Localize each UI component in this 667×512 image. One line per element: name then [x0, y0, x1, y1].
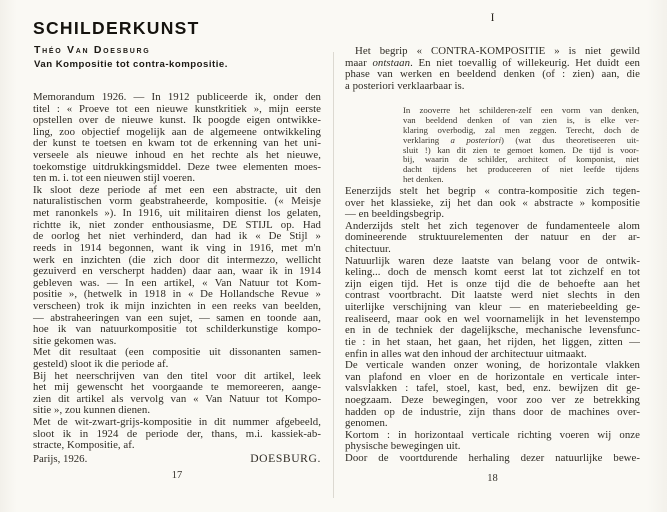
text-line: reeds in 1914 begonnen, want ik ving in 1916, met m'n	[33, 241, 321, 254]
section-number: I	[490, 12, 495, 24]
text-line: werk en inzichten (die zich door dit intermezzo, wellicht	[33, 253, 321, 266]
page-number-left: 17	[171, 470, 183, 481]
signature-place: Parijs, 1926.	[33, 453, 88, 465]
text-line: Kortom : in horizontaal verticale richting voeren wij onze	[345, 428, 640, 441]
text-line: de oorlog het niet verhinderd, dan had ik « De Stijl »	[33, 230, 321, 243]
text-line: gesteld) sloot ik die periode af.	[33, 358, 169, 371]
text-line: hadden op de industrie, zijn thans door de machines over-	[345, 405, 640, 418]
text-line: dacht tijdens het produceeren of niet leefde tijdens	[403, 164, 639, 175]
text-line: In zooverre het schilderen-zelf een vorm van denken,	[403, 105, 639, 115]
text-line: verklaring a posteriori) (wat dus theoretiseeren uit-	[403, 134, 639, 145]
text-line: — en beeldingsbegrip.	[345, 208, 445, 221]
right-page-inset-note	[403, 106, 639, 185]
text-line: uiterlijke verschijning van kleur — en materiebeelding ge-	[345, 301, 640, 314]
text-line: Bij het neerschrijven van den titel voor dit artikel, leek	[33, 369, 321, 382]
text-line: hoe ik van natuurkompositie tot schilderkunstige kompo-	[33, 323, 321, 336]
text-line: van plafond en vloer en de horizontale en verticale inter-	[345, 370, 640, 383]
text-line: tie : in het staan, het gaan, het rijden, het liggen, zitten —	[345, 335, 640, 348]
text-line: chitectuur.	[345, 243, 391, 256]
text-line: phase van werken en beeldend denken (of : zien) aan, die	[345, 68, 640, 81]
text-line: keling... doch de mensch komt eerst lat tot zichzelf en tot	[345, 266, 640, 279]
right-page	[345, 0, 640, 512]
text-line: Met de wit-zwart-grijs-kompositie in dit nummer afgebeeld,	[33, 416, 321, 429]
signature-line	[33, 452, 321, 465]
text-line: zijn eigen tijd. Het is onze tijd die de behoefte aan het	[345, 277, 640, 290]
text-line: ten m. i. tot een nieuwen stijl voeren.	[33, 172, 196, 185]
text-line: klaring overbodig, zal men zeggen. Terecht, doch de	[403, 124, 639, 135]
text-line: van beeldend denken of van zien is, is elke ver-	[403, 114, 639, 125]
text-line: het mij gewenscht het voorgaande te memoreeren, aange-	[33, 381, 321, 394]
text-line: met ranonkels »). In 1916, uit militairen dienst los gelaten,	[33, 207, 321, 220]
article-subtitle: Van Kompositie tot contra-kompositie.	[34, 59, 228, 70]
text-line: a posteriori verklaarbaar is.	[345, 79, 465, 92]
text-line: gezuiverd en verscherpt hadden) daar aan, waar ik in 1914	[33, 265, 321, 278]
text-line: domineerende struktuurelementen der natuur en der ar-	[345, 231, 640, 244]
text-line: verseele als nieuwe inhoud en het rechte als het nieuwe,	[33, 149, 321, 162]
text-line: het denken.	[403, 174, 444, 185]
text-line: Eenerzijds stelt het begrip « contra-kompositie zich tegen-	[345, 185, 640, 197]
left-page	[33, 0, 321, 512]
text-line: maar ontstaan. En niet toevallig of willekeurig. Het duidt een	[345, 56, 640, 69]
text-line: over het klassieke, zij het dan ook « abstracte » kompositie	[345, 196, 640, 209]
text-line: sitie gekomen was.	[33, 334, 117, 347]
text-line: genomen.	[345, 417, 388, 430]
text-line: De verticale wanden onzer woning, de horizontale vlakken	[345, 359, 640, 372]
text-line: Anderzijds stelt het zich tegenover de fundamenteele alom	[345, 219, 640, 232]
text-line: sloot ik in 1924 de periode der, thans, m.i. kassiek-ab-	[33, 427, 321, 440]
text-line: Met dit resultaat (een compositie uit dissonanten samen-	[33, 346, 321, 359]
text-line: der kunst te toetsen en kwam tot de erkenning van het uni-	[33, 137, 321, 150]
text-line: contrast voortbracht. Dit laatste werd niet slechts in den	[345, 289, 640, 302]
author-name: Théo Van Doesburg	[34, 44, 151, 56]
text-line: ling, zoo objectief mogelijk aan de algemeene ontwikkeling	[33, 125, 321, 138]
text-line: stracte, Kompositie, af.	[33, 439, 135, 452]
text-line: Natuurlijk waren deze laatste van belang voor de ontwik-	[345, 254, 640, 267]
text-line: zien dit artikel als vervolg van « Van Natuur tot Kompo-	[33, 392, 321, 405]
text-line: toekomstige uitdrukkingsmiddel. Deze twee elementen moes-	[33, 160, 321, 173]
text-line: verscheen) trok ik mijn inzichten in een reeks van beelden,	[33, 299, 321, 312]
page-title: SCHILDERKUNST	[33, 18, 200, 38]
text-line: bij, waarin de schilder, architect of komponist, niet	[403, 154, 639, 165]
text-line: opstellen over de nieuwe kunst. Ik poogde eigen ontwikke-	[33, 114, 321, 127]
page-number-right: 18	[487, 473, 498, 484]
text-line: sitie », zou kunnen dienen.	[33, 404, 151, 417]
text-line: valsvlakken : tafel, stoel, kast, bed, enz. bewijzen dit ge-	[345, 382, 640, 395]
text-line: sluit !) kan dit zien te gemoet komen. De tijd is voor-	[403, 144, 639, 155]
text-line: titel : « Proeve tot een nieuwe kunstkritiek », mijn eerste	[33, 102, 321, 115]
text-line: positie », (hetwelk in 1918 in « De Hollandsche Revue »	[33, 288, 321, 301]
text-line: Het begrip « CONTRA-KOMPOSITIE » is niet gewild	[355, 45, 640, 57]
text-line: naturalistischen vorm geabstraheerde, kompositie. (« Meisje	[33, 195, 321, 208]
text-line: en in de techniek der dagelijksche, mechanische levensfunc-	[345, 324, 640, 337]
text-line: richtte ik, niet zonder enthousiasme, DE STIJL op. Had	[33, 218, 321, 231]
page-gutter-divider	[333, 52, 334, 498]
text-line: Memorandum 1926. — In 1912 publiceerde ik, onder den	[33, 91, 321, 103]
signature-name: DOESBURG.	[250, 452, 321, 465]
left-page-body	[33, 92, 321, 452]
text-line: physische bewegingen uit.	[345, 440, 461, 453]
text-line: Ik sloot deze periode af met een een abstracte, uit den	[33, 183, 321, 196]
text-line: noegzaam. Deze bewegingen, voor zoo ver ze betrekking	[345, 393, 640, 406]
text-line: realiseerd, maar ook en wel voornamelijk in het levenstempo	[345, 312, 640, 325]
right-page-body	[345, 186, 640, 465]
text-line: Door de voortdurende herhaling dezer natuurlijke bewe-	[345, 452, 640, 465]
text-line: — abstraheeringen van een sujet, — samen en toonde aan,	[33, 311, 321, 324]
right-page-paragraph-1	[345, 46, 640, 92]
text-line: gebleven was. — In een artikel, « Van Natuur tot Kom-	[33, 276, 321, 289]
text-line: enfin in alles wat den inhoud der architectuur uitmaakt.	[345, 347, 587, 360]
